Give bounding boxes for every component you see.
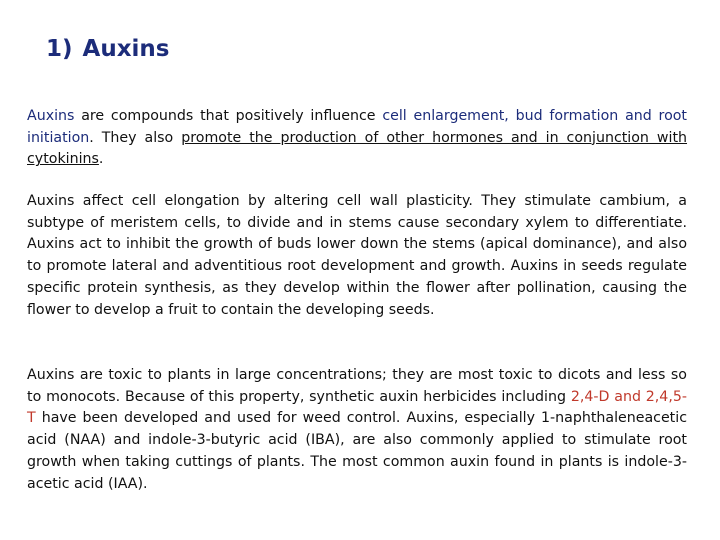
toxicity-text: Auxins are toxic to plants in large concentrations; they are most toxic to dicots and less so to monocots. Because of this property, synthetic auxin herbicides including: [27, 367, 687, 405]
paragraph-definition: [27, 106, 687, 171]
paragraph-effects: Auxins affect cell elongation by altering cell wall plasticity. They stimulate cambium, a subtype of meristem cells, to divide and in stems cause secondary xylem to differentiate. Auxins act to inhibit the growth of buds lower down the stems (apical dominance), and also to promote lateral and adventitious root development and growth. Auxins in seeds regulate specific protein synthesis, as they develop within the flower after pollination, causing the flower to develop a fruit to contain the developing seeds.: [27, 193, 687, 318]
herbicide-usage-text: have been developed and used for weed control. Auxins, especially 1-naphthaleneacetic acid (NAA) and indole-3-butyric acid (IBA), are also commonly applied to stimulate root growth when taking cuttings of plants. The most common auxin found in plants is indole-3-acetic acid (IAA).: [27, 410, 687, 492]
period: .: [98, 151, 104, 168]
effects-highlight: cell enlargement, bud formation and root initiation: [27, 108, 687, 146]
auxins-term: Auxins: [27, 108, 75, 124]
slide-title: [46, 36, 169, 62]
title-text: Auxins: [82, 36, 170, 62]
paragraph-toxicity: [27, 365, 687, 495]
herbicide-names: 2,4-D and 2,4,5-T: [27, 388, 687, 427]
definition-text: are compounds that positively influence: [74, 108, 383, 124]
title-number: 1): [46, 36, 73, 62]
hormone-production-underlined: promote the production of other hormones and in conjunction with cytokinins: [27, 129, 688, 168]
connector-text: . They also: [89, 129, 182, 146]
